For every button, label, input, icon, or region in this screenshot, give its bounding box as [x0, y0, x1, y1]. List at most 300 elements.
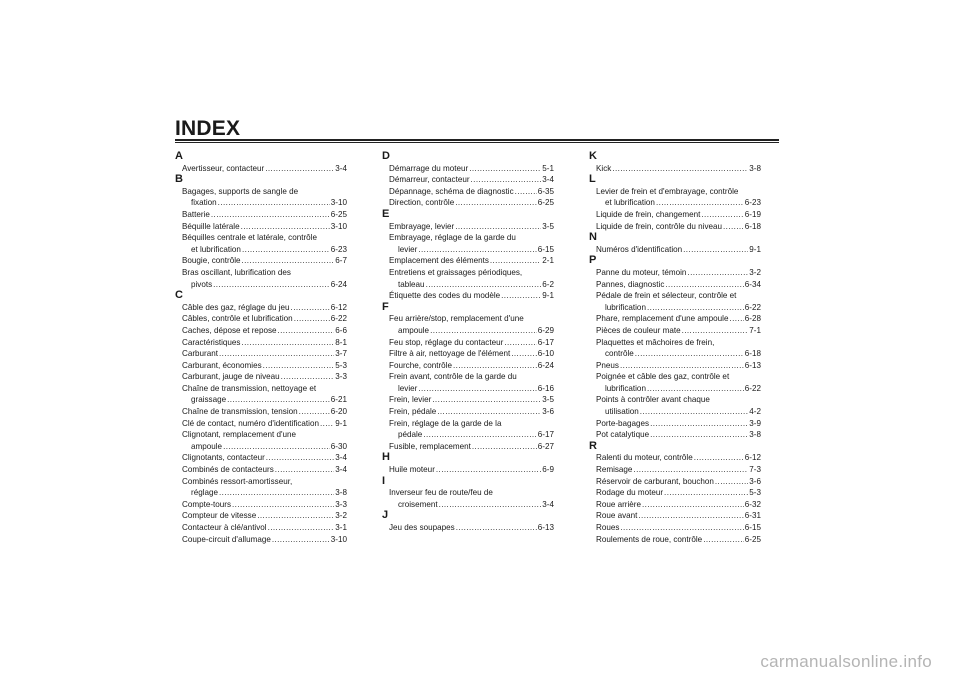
index-entry-text: Levier de frein et d'embrayage, contrôle: [596, 186, 739, 196]
index-entry-line: [589, 394, 761, 406]
page-title: INDEX: [175, 117, 241, 140]
index-page-number: 3-2: [335, 511, 347, 521]
index-entry-line: [382, 313, 554, 325]
dot-leader: [471, 174, 542, 186]
index-entry-line: [175, 476, 347, 488]
index-entry-line: [175, 487, 347, 499]
index-entry-line: [175, 452, 347, 464]
dot-leader: [272, 534, 330, 546]
index-entry-line: [589, 464, 761, 476]
index-entry-text: Liquide de frein, changement: [596, 209, 701, 219]
index-entry-line: [382, 279, 554, 291]
dot-leader: [299, 406, 330, 418]
index-entry-text: Fourche, contrôle: [389, 360, 452, 370]
index-entry-line: [175, 394, 347, 406]
index-entry: [175, 255, 347, 267]
index-entry-text: Pédale de frein et sélecteur, contrôle et: [596, 291, 737, 301]
index-entry: [589, 499, 761, 511]
dot-leader: [320, 418, 334, 430]
index-entry-text: lubrification: [605, 302, 646, 312]
index-entry-line: [382, 360, 554, 372]
index-page-number: 6-24: [537, 360, 554, 370]
index-entry: [382, 255, 554, 267]
index-entry-line: [382, 418, 554, 430]
index-entry: [382, 406, 554, 418]
index-page-number: 6-15: [537, 244, 554, 254]
index-entry-text: Phare, remplacement d'une ampoule: [596, 314, 729, 324]
index-entry: [175, 267, 347, 290]
index-entry-text: Clignotant, remplacement d'une: [182, 430, 297, 440]
index-entry-text: Embrayage, levier: [389, 221, 455, 231]
index-page-number: 6-25: [537, 198, 554, 208]
index-entry-line: [589, 383, 761, 395]
index-entry-text: Caractéristiques: [182, 337, 241, 347]
index-entry: [175, 371, 347, 383]
index-entry-line: [175, 325, 347, 337]
index-entry-text: Bagages, supports de sangle de: [182, 186, 299, 196]
dot-leader: [219, 348, 334, 360]
index-entry-text: levier: [398, 244, 418, 254]
index-entry: [382, 174, 554, 186]
index-column-2: [382, 151, 554, 534]
index-entry-line: [175, 244, 347, 256]
index-entry-line: [175, 267, 347, 279]
index-entry-text: lubrification: [605, 383, 646, 393]
index-entry-line: [382, 499, 554, 511]
index-page-number: 7-3: [749, 465, 761, 475]
dot-leader: [432, 394, 541, 406]
index-entry-line: [589, 267, 761, 279]
index-page-number: 6-17: [537, 430, 554, 440]
index-entry: [175, 325, 347, 337]
index-entry-text: Jeu des soupapes: [389, 523, 455, 532]
index-page-number: 6-21: [330, 395, 347, 405]
index-entry: [382, 186, 554, 198]
dot-leader: [266, 452, 335, 464]
index-entry-text: Chaîne de transmission, nettoyage et: [182, 383, 317, 393]
index-entry: [382, 232, 554, 255]
index-page-number: 3-4: [335, 163, 347, 173]
index-letter-heading: D: [382, 150, 390, 162]
index-entry: [382, 267, 554, 290]
index-entry: [175, 163, 347, 175]
index-entry-text: Frein avant, contrôle de la garde du: [389, 372, 517, 382]
index-entry-line: [589, 487, 761, 499]
index-entry-text: Roulements de roue, contrôle: [596, 534, 703, 544]
index-page-number: 8-1: [335, 337, 347, 347]
index-entry-text: Câble des gaz, réglage du jeu: [182, 302, 290, 312]
index-entry-text: Carburant, jauge de niveau: [182, 372, 280, 382]
index-entry-line: [382, 290, 554, 302]
dot-leader: [275, 464, 335, 476]
index-entry-line: [175, 360, 347, 372]
index-page-number: 6-23: [330, 244, 347, 254]
index-letter-heading: H: [382, 451, 390, 464]
index-entry: [589, 360, 761, 372]
index-entry: [175, 476, 347, 499]
index-page-number: 4-2: [749, 407, 761, 417]
dot-leader: [439, 499, 542, 511]
index-entry-text: fixation: [191, 198, 217, 208]
index-page-number: 3-6: [542, 407, 554, 417]
index-entry-text: et lubrification: [605, 198, 655, 208]
index-page-number: 9-1: [542, 291, 554, 301]
index-entry-line: [382, 186, 554, 198]
index-entry-text: Emplacement des éléments: [389, 256, 489, 266]
index-entry-line: [589, 476, 761, 488]
index-entry-text: Caches, dépose et repose: [182, 325, 277, 335]
dot-leader: [501, 290, 541, 302]
index-entry: [175, 221, 347, 233]
index-entry: [382, 290, 554, 302]
index-entry-text: graissage: [191, 395, 227, 405]
index-entry-line: [175, 209, 347, 221]
index-page-number: 3-3: [335, 499, 347, 509]
index-entry-text: Combinés ressort-amortisseur,: [182, 476, 293, 486]
index-entry: [382, 313, 554, 336]
index-entry-text: Roue avant: [596, 511, 638, 521]
dot-leader: [469, 163, 541, 175]
dot-leader: [455, 221, 541, 233]
index-entry-text: Pannes, diagnostic: [596, 279, 665, 289]
title-rule: [175, 139, 779, 143]
dot-leader: [453, 360, 537, 372]
dot-leader: [656, 197, 744, 209]
index-page-number: 6-10: [537, 349, 554, 359]
index-entry: [589, 221, 761, 233]
dot-leader: [650, 429, 748, 441]
index-entry-text: Pièces de couleur mate: [596, 325, 681, 335]
index-page-number: 3-2: [749, 267, 761, 277]
index-entry-text: Plaquettes et mâchoires de frein,: [596, 337, 715, 347]
index-page-number: 6-20: [330, 407, 347, 417]
index-page-number: 6-31: [744, 511, 761, 521]
index-page-number: 6-32: [744, 499, 761, 509]
index-page-number: 6-23: [744, 198, 761, 208]
dot-leader: [418, 383, 536, 395]
index-entry-text: Démarreur, contacteur: [389, 175, 470, 185]
index-entry-line: [589, 209, 761, 221]
index-page-number: 6-25: [330, 209, 347, 219]
index-entry-line: [382, 255, 554, 267]
dot-leader: [703, 534, 744, 546]
index-entry: [175, 522, 347, 534]
index-entry-line: [175, 313, 347, 325]
index-entry: [175, 313, 347, 325]
index-entry: [589, 429, 761, 441]
index-entry-line: [382, 232, 554, 244]
index-page-number: 6-13: [537, 523, 554, 532]
index-entry-line: [589, 522, 761, 534]
dot-leader: [426, 279, 542, 291]
index-entry-text: Feu arrière/stop, remplacement d'une: [389, 314, 524, 324]
index-entry-text: Coupe-circuit d'allumage: [182, 534, 271, 544]
index-entry-text: Rodage du moteur: [596, 488, 664, 498]
dot-leader: [642, 499, 744, 511]
dot-leader: [650, 418, 748, 430]
index-entry-text: Huile moteur: [389, 465, 435, 475]
index-page-number: 6-22: [744, 383, 761, 393]
watermark: carmanualsonline.info: [760, 652, 932, 671]
index-entry-line: [175, 221, 347, 233]
dot-leader: [515, 186, 537, 198]
index-page-number: 3-5: [542, 221, 554, 231]
index-entry-text: pédale: [398, 430, 423, 440]
index-page-number: 3-6: [749, 476, 761, 486]
index-page-number: 6-18: [744, 221, 761, 231]
index-entry-text: Bras oscillant, lubrification des: [182, 267, 291, 277]
index-page-number: 2-1: [542, 256, 554, 266]
index-entry-line: [175, 197, 347, 209]
index-page-number: 6-15: [744, 523, 761, 532]
index-column-3: [589, 151, 761, 545]
index-letter-heading: E: [382, 207, 390, 220]
index-entry: [175, 348, 347, 360]
index-entry-text: Ralenti du moteur, contrôle: [596, 453, 693, 463]
index-entry-line: [589, 371, 761, 383]
index-entry-text: Entretiens et graissages périodiques,: [389, 267, 523, 277]
index-entry: [589, 244, 761, 256]
index-entry: [589, 418, 761, 430]
dot-leader: [683, 244, 748, 256]
index-letter-heading: B: [175, 173, 183, 186]
index-entry: [382, 394, 554, 406]
index-entry-line: [589, 534, 761, 546]
dot-leader: [682, 325, 749, 337]
index-page-number: 3-7: [335, 349, 347, 359]
index-page-number: 6-7: [335, 256, 347, 266]
index-entry-text: Avertisseur, contacteur: [182, 163, 265, 173]
dot-leader: [227, 394, 330, 406]
index-entry-line: [175, 163, 347, 175]
index-entry-text: Kick: [596, 163, 612, 173]
index-entry: [382, 487, 554, 510]
dot-leader: [664, 487, 748, 499]
index-entry-line: [382, 371, 554, 383]
index-entry-text: Remisage: [596, 465, 633, 475]
index-entry-text: Poignée et câble des gaz, contrôle et: [596, 372, 730, 382]
index-entry-line: [382, 197, 554, 209]
index-entry-text: Compteur de vitesse: [182, 511, 257, 521]
index-page-number: 6-34: [744, 279, 761, 289]
index-entry-text: Filtre à air, nettoyage de l'élément: [389, 349, 511, 359]
index-entry-line: [382, 394, 554, 406]
index-entry-line: [589, 337, 761, 349]
dot-leader: [281, 371, 335, 383]
index-entry-text: Inverseur feu de route/feu de: [389, 488, 493, 498]
index-page-number: 6-6: [335, 325, 347, 335]
index-entry-text: Numéros d'identification: [596, 244, 683, 254]
index-entry: [382, 221, 554, 233]
index-entry: [382, 418, 554, 441]
dot-leader: [418, 244, 536, 256]
index-entry-line: [175, 186, 347, 198]
index-entry-line: [175, 279, 347, 291]
index-entry: [589, 325, 761, 337]
index-entry-text: Carburant, économies: [182, 360, 262, 370]
dot-leader: [257, 510, 334, 522]
index-page-number: 6-35: [537, 186, 554, 196]
index-entry: [175, 209, 347, 221]
index-entry-line: [175, 337, 347, 349]
index-entry-line: [382, 174, 554, 186]
index-page-number: 9-1: [749, 244, 761, 254]
index-entry-line: [382, 163, 554, 175]
dot-leader: [294, 313, 330, 325]
index-entry-text: Batterie: [182, 209, 210, 219]
dot-leader: [715, 476, 748, 488]
index-page-number: 3-4: [335, 465, 347, 475]
index-entry-text: Frein, réglage de la garde de la: [389, 418, 502, 428]
index-entry-line: [589, 313, 761, 325]
index-entry-text: Béquille latérale: [182, 221, 240, 231]
index-entry: [589, 476, 761, 488]
index-page-number: 9-1: [335, 418, 347, 428]
index-entry-line: [589, 325, 761, 337]
index-entry-line: [589, 290, 761, 302]
index-entry-line: [175, 418, 347, 430]
dot-leader: [701, 209, 743, 221]
index-entry-line: [589, 197, 761, 209]
dot-leader: [242, 244, 330, 256]
index-entry-line: [382, 464, 554, 476]
index-entry-line: [175, 510, 347, 522]
index-entry: [589, 163, 761, 175]
index-entry-line: [589, 348, 761, 360]
index-page-number: 3-9: [749, 418, 761, 428]
index-entry-line: [589, 302, 761, 314]
index-letter-heading: C: [175, 289, 183, 302]
dot-leader: [694, 452, 744, 464]
index-entry-line: [589, 244, 761, 256]
index-entry-line: [382, 383, 554, 395]
index-entry-line: [175, 534, 347, 546]
index-page-number: 6-18: [744, 349, 761, 359]
index-entry: [382, 371, 554, 394]
dot-leader: [504, 337, 537, 349]
index-entry-line: [589, 221, 761, 233]
index-entry-line: [175, 371, 347, 383]
index-letter-heading: A: [175, 150, 183, 162]
dot-leader: [211, 209, 330, 221]
dot-leader: [723, 221, 744, 233]
index-entry-line: [175, 441, 347, 453]
index-entry-line: [589, 429, 761, 441]
index-entry: [589, 371, 761, 394]
index-entry: [589, 534, 761, 546]
index-entry: [589, 313, 761, 325]
index-entry: [175, 534, 347, 546]
dot-leader: [232, 499, 334, 511]
index-entry: [589, 337, 761, 360]
index-column-1: [175, 151, 347, 545]
dot-leader: [437, 406, 541, 418]
dot-leader: [687, 267, 748, 279]
index-entry-text: Câbles, contrôle et lubrification: [182, 314, 293, 324]
index-entry-text: ampoule: [191, 441, 223, 451]
index-entry: [175, 510, 347, 522]
index-entry-line: [382, 325, 554, 337]
index-page-number: 6-22: [744, 302, 761, 312]
index-entry-text: Compte-tours: [182, 499, 232, 509]
dot-leader: [612, 163, 748, 175]
index-letter-heading: J: [382, 509, 389, 522]
index-entry-text: Pot catalytique: [596, 430, 650, 440]
index-page-number: 6-25: [744, 534, 761, 544]
index-entry-text: Feu stop, réglage du contacteur: [389, 337, 504, 347]
dot-leader: [647, 383, 744, 395]
index-entry: [589, 452, 761, 464]
index-entry: [589, 209, 761, 221]
index-entry-line: [175, 429, 347, 441]
index-entry: [175, 232, 347, 255]
dot-leader: [278, 325, 335, 337]
index-page-number: 3-1: [335, 523, 347, 532]
index-entry-text: Carburant: [182, 349, 218, 359]
dot-leader: [635, 348, 744, 360]
index-letter-heading: N: [589, 231, 597, 244]
index-entry-text: Porte-bagages: [596, 418, 650, 428]
index-entry-text: Frein, levier: [389, 395, 432, 405]
index-letter-heading: K: [589, 150, 597, 162]
index-page-number: 7-1: [749, 325, 761, 335]
index-entry: [589, 394, 761, 417]
dot-leader: [423, 429, 536, 441]
index-entry-line: [382, 337, 554, 349]
index-entry-text: Pneus: [596, 360, 619, 370]
index-entry-line: [382, 267, 554, 279]
index-entry: [382, 360, 554, 372]
index-entry: [175, 418, 347, 430]
index-letter-heading: P: [589, 254, 597, 267]
dot-leader: [241, 337, 334, 349]
index-letter-heading: F: [382, 300, 389, 313]
index-entry: [382, 197, 554, 209]
dot-leader: [511, 348, 537, 360]
index-entry-line: [175, 499, 347, 511]
index-entry: [175, 464, 347, 476]
index-entry-line: [589, 499, 761, 511]
index-entry-text: Fusible, remplacement: [389, 441, 471, 451]
dot-leader: [456, 522, 537, 534]
index-entry-line: [589, 186, 761, 198]
index-entry: [382, 522, 554, 534]
index-entry-line: [589, 360, 761, 372]
index-entry: [175, 360, 347, 372]
index-page-number: 3-4: [542, 499, 554, 509]
index-page-number: 6-12: [330, 302, 347, 312]
index-entry-text: Frein, pédale: [389, 407, 437, 417]
index-entry: [589, 487, 761, 499]
index-entry-text: Dépannage, schéma de diagnostic: [389, 186, 514, 196]
index-page-number: 6-9: [542, 465, 554, 475]
index-page-number: 6-22: [330, 314, 347, 324]
index-page-number: 6-29: [537, 325, 554, 335]
index-entry-line: [175, 383, 347, 395]
index-entry: [589, 464, 761, 476]
index-page-number: 6-13: [744, 360, 761, 370]
index-page-number: 5-3: [749, 488, 761, 498]
index-entry: [175, 499, 347, 511]
index-entry-text: Contacteur à clé/antivol: [182, 523, 267, 532]
index-entry: [175, 406, 347, 418]
index-entry-text: Direction, contrôle: [389, 198, 455, 208]
dot-leader: [665, 279, 743, 291]
index-entry: [382, 464, 554, 476]
index-entry-text: Combinés de contacteurs: [182, 465, 274, 475]
dot-leader: [647, 302, 744, 314]
index-entry-line: [382, 221, 554, 233]
